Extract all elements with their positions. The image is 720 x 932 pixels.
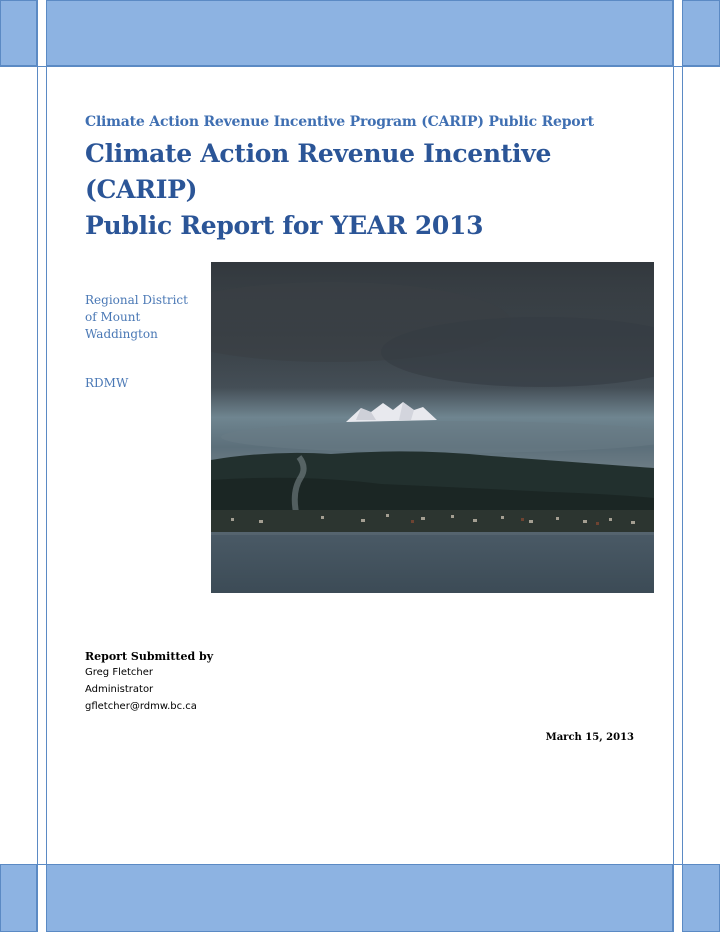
left-bottom-corner xyxy=(0,864,37,932)
report-title xyxy=(85,136,645,244)
report-title-line-1: Climate Action Revenue Incentive (CARIP) xyxy=(85,139,552,204)
right-top-corner xyxy=(682,0,720,66)
frame-line-bottom xyxy=(0,864,720,865)
frame-line-top xyxy=(0,66,720,67)
frame-line-right-outer xyxy=(682,0,683,932)
frame-line-left-outer xyxy=(37,0,38,932)
submitter-name: Greg Fletcher xyxy=(85,667,154,678)
landscape-image xyxy=(211,262,654,593)
district-name-line-1: Regional District xyxy=(85,293,188,307)
top-band xyxy=(46,0,673,66)
district-name-line-2: of Mount xyxy=(85,310,141,324)
district-abbreviation: RDMW xyxy=(85,376,129,390)
district-name xyxy=(85,292,205,343)
submitter-email: gfletcher@rdmw.bc.ca xyxy=(85,701,197,712)
frame-line-left-inner xyxy=(46,0,47,932)
report-title-line-2: Public Report for YEAR 2013 xyxy=(85,211,484,240)
frame-line-right-inner xyxy=(673,0,674,932)
cover-photo xyxy=(211,262,654,593)
left-top-corner xyxy=(0,0,37,66)
report-subtitle: Climate Action Revenue Incentive Program (CARIP) Public Report xyxy=(85,114,594,130)
district-name-line-3: Waddington xyxy=(85,327,158,341)
bottom-band xyxy=(46,864,673,932)
submitted-by-label: Report Submitted by xyxy=(85,650,214,663)
report-date: March 15, 2013 xyxy=(545,732,634,743)
submitter-role: Administrator xyxy=(85,684,154,695)
right-bottom-corner xyxy=(682,864,720,932)
